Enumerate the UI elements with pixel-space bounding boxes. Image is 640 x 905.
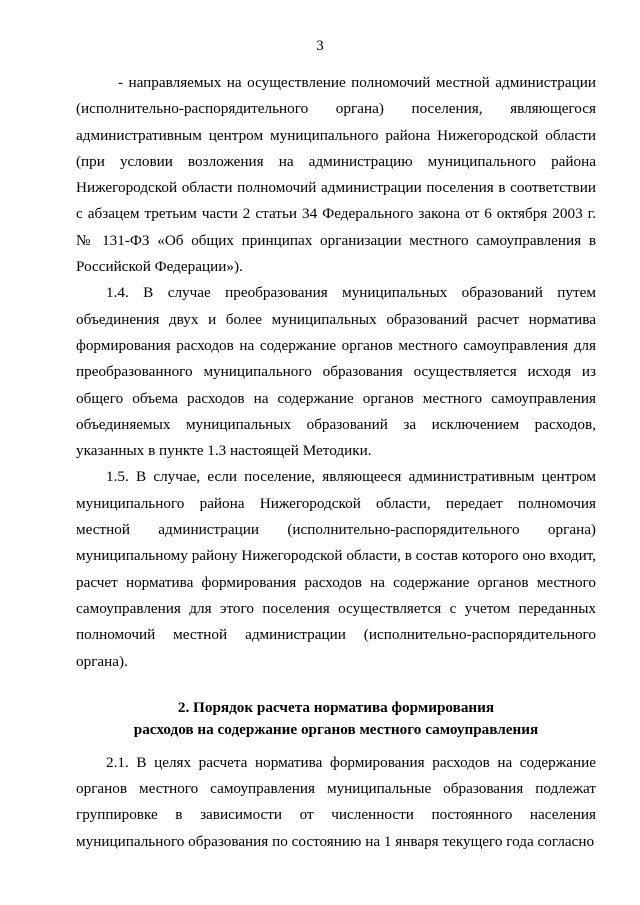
paragraph-dash-item: - направляемых на осуществление полномочий местной администрации (исполнительно-распорядительного органа) поселения, являющегося административным центром муниципального района Нижегородской области (при условии возложения на администрацию муниципального района Нижегородской области полномочий администрации поселения в соответствии с абзацем третьим части 2 статьи 34 Федерального закона от 6 октября 2003 г. № 131-ФЗ «Об общих принципах организации местного самоуправления в Российской Федерации»). — [76, 74, 596, 276]
section-heading-line-2: расходов на содержание органов местного самоуправления — [133, 720, 539, 738]
paragraph-1-5: 1.5. В случае, если поселение, являющееся административным центром муниципального района Нижегородской области, передает полномочия местной администрации (исполнительно-распорядительного органа) муниципальному району Нижегородской области, в состав которого оно входит, расчет норматива формирования расходов на содержание органов местного самоуправления для этого поселения осуществляется с учетом переданных полномочий местной администрации (исполнительно-распорядительного органа). — [76, 468, 596, 670]
page-number: 3 — [316, 38, 324, 54]
paragraph-2-1: 2.1. В целях расчета норматива формирования расходов на содержание органов местного самоуправления муниципальные образования подлежат группировке в зависимости от численности постоянного населения муниципального образования по состоянию на 1 января текущего года согласно — [76, 753, 596, 850]
section-heading-line-1: 2. Порядок расчета норматива формирования — [177, 698, 495, 716]
paragraph-1-4: 1.4. В случае преобразования муниципальных образований путем объединения двух и более муниципальных образований расчет норматива формирования расходов на содержание органов местного самоуправления для преобразованного муниципального образования осуществляется исходя из общего объема расходов на содержание органов местного самоуправления объединяемых муниципальных образований за исключением расходов, указанных в пункте 1.3 настоящей Методики. — [76, 284, 596, 460]
section-heading — [76, 697, 596, 741]
document-body — [76, 70, 596, 855]
